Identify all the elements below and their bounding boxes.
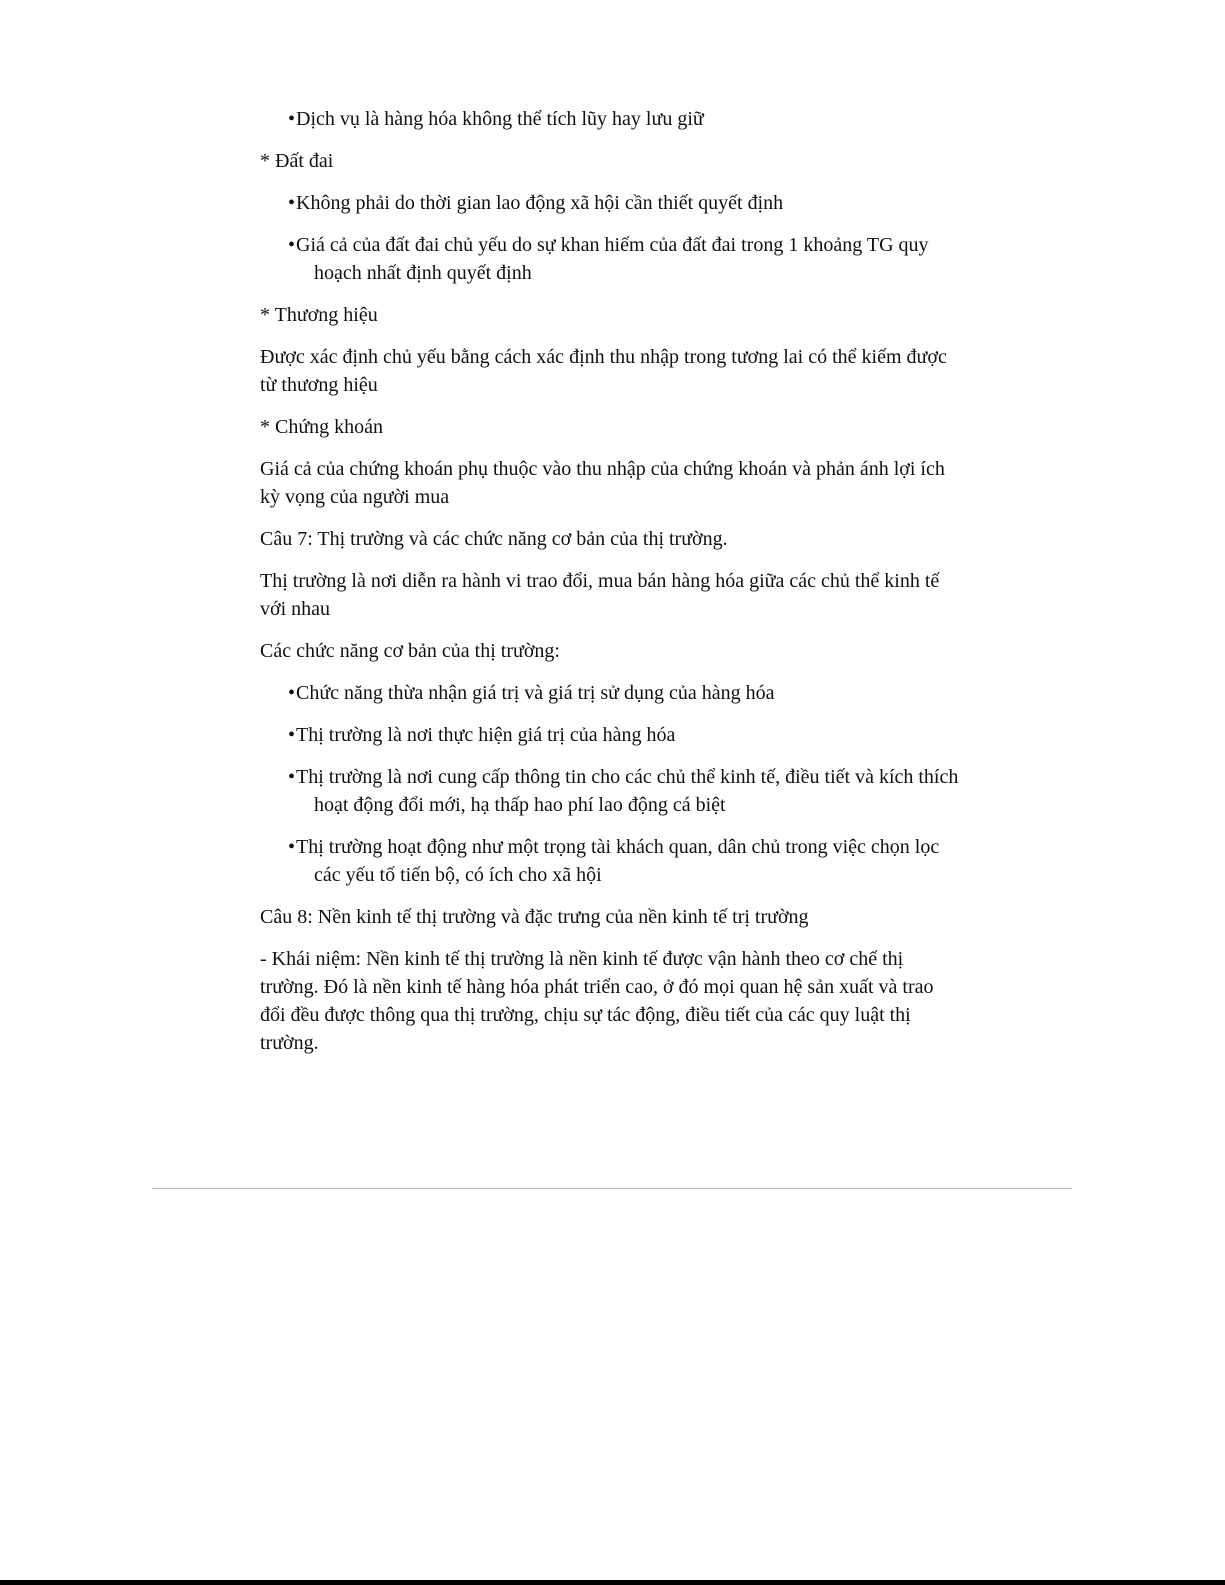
page-divider [152, 1188, 1072, 1189]
paragraph: Được xác định chủ yếu bằng cách xác định thu nhập trong tương lai có thể kiếm được từ thương hiệu [260, 346, 947, 396]
bullet-item [260, 833, 960, 889]
bullet-item [260, 679, 960, 707]
paragraph: Giá cả của chứng khoán phụ thuộc vào thu nhập của chứng khoán và phản ánh lợi ích kỳ vọng của người mua [260, 458, 945, 508]
bullet-text: Thị trường là nơi cung cấp thông tin cho các chủ thể kinh tế, điều tiết và kích thích hoạt động đổi mới, hạ thấp hao phí lao động cá biệt [296, 766, 959, 816]
section-heading: * Chứng khoán [260, 416, 384, 438]
bullet-text: Chức năng thừa nhận giá trị và giá trị sử dụng của hàng hóa [296, 682, 775, 704]
bullet-item [260, 763, 960, 819]
question-heading: Câu 7: Thị trường và các chức năng cơ bản của thị trường. [260, 528, 728, 550]
bullet-item [260, 231, 960, 287]
bullet-symbol: • [288, 682, 296, 704]
bottom-edge-bar [0, 1580, 1225, 1585]
bullet-text: Thị trường là nơi thực hiện giá trị của hàng hóa [296, 724, 676, 746]
document-body [260, 105, 960, 1071]
bullet-text: Giá cả của đất đai chủ yếu do sự khan hiếm của đất đai trong 1 khoảng TG quy hoạch nhất định quyết định [296, 234, 929, 284]
bullet-symbol: • [288, 836, 296, 858]
bullet-item [260, 721, 960, 749]
paragraph: - Khái niệm: Nền kinh tế thị trường là nền kinh tế được vận hành theo cơ chế thị trường. Đó là nền kinh tế hàng hóa phát triển cao, ở đó mọi quan hệ sản xuất và trao đổi đều được thông qua thị trường, chịu sự tác động, điều tiết của các quy luật thị trường. [260, 948, 934, 1054]
bullet-item [260, 105, 960, 133]
question-heading: Câu 8: Nền kinh tế thị trường và đặc trưng của nền kinh tế trị trường [260, 906, 809, 928]
bullet-text: Dịch vụ là hàng hóa không thể tích lũy hay lưu giữ [296, 108, 704, 130]
bullet-symbol: • [288, 766, 296, 788]
section-heading: * Đất đai [260, 150, 334, 172]
bullet-text: Không phải do thời gian lao động xã hội cần thiết quyết định [296, 192, 784, 214]
paragraph: Các chức năng cơ bản của thị trường: [260, 640, 560, 662]
paragraph: Thị trường là nơi diễn ra hành vi trao đổi, mua bán hàng hóa giữa các chủ thể kinh tế với nhau [260, 570, 940, 620]
bullet-item [260, 189, 960, 217]
bullet-symbol: • [288, 234, 296, 256]
bullet-symbol: • [288, 192, 296, 214]
bullet-symbol: • [288, 724, 296, 746]
section-heading: * Thương hiệu [260, 304, 378, 326]
bullet-symbol: • [288, 108, 296, 130]
bullet-text: Thị trường hoạt động như một trọng tài khách quan, dân chủ trong việc chọn lọc các yếu tố tiến bộ, có ích cho xã hội [296, 836, 940, 886]
